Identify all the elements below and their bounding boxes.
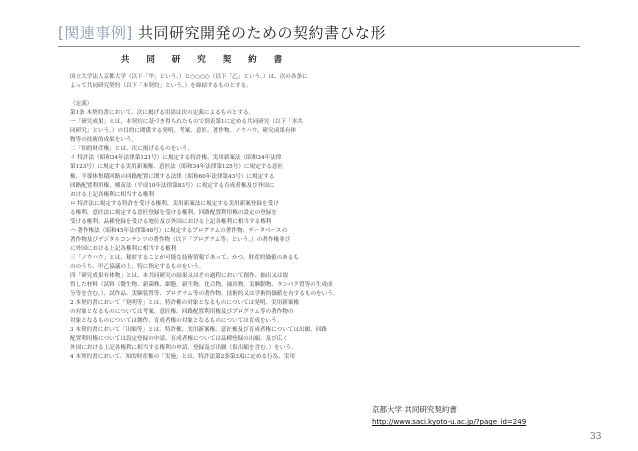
contract-line: 4 本契約書において、知的財産権の「実施」とは、特許法第2条第3項に定める行為、実用 <box>70 354 295 361</box>
contract-line: の対象となるものについては考案、意匠権、回路配置利用権及びプログラム等の著作物の <box>70 309 294 316</box>
contract-line: （定義） <box>70 101 93 108</box>
contract-line: 対象となるものについては創作、育成者権の対象となるものについては育成をいう。 <box>70 318 283 325</box>
contract-line: 二「知的財産権」とは、次に掲げるものをいう。 <box>70 146 194 153</box>
page-number: 33 <box>590 432 602 442</box>
title-text: 共同研究開発のための契約書ひな形 <box>138 24 387 42</box>
contract-line: ハ 著作権法（昭和45年法律第48号）に規定するプログラムの著作物、データベースの <box>70 227 288 234</box>
contract-body <box>70 73 340 362</box>
contract-line: イ 特許法（昭和34年法律第121号）に規定する特許権、実用新案法（昭和34年法律 <box>70 155 282 162</box>
contract-line: 一「研究成果」とは、本契約に基づき得られたもので別表第1に定める共同研究（以下「本共 <box>70 119 303 126</box>
contract-line: 配置利用権については設定登録の申請、育成者権については品種登録の出願、及び広く <box>70 336 288 343</box>
contract-line: 2 本契約書において「発明等」とは、特許権の対象となるものについては発明、実用新案権 <box>70 300 299 307</box>
contract-line: 権、半導体集積回路の回路配置に関する法律（昭和60年法律第43号）に規定する <box>70 173 275 180</box>
contract-line: 物等の技術的成果をいう。 <box>70 137 138 144</box>
contract-line: 外国における上記各権利に相当する権利の申請、登録及び出願（仮出願を含む。）をいう。 <box>70 345 297 352</box>
slide-title <box>58 22 386 43</box>
contract-line: 3 本契約書において「出願等」とは、特許権、実用新案権、意匠権及び育成者権については出願、回路 <box>70 327 327 334</box>
source-link[interactable]: http://www.saci.kyoto-u.ac.jp/?page_id=249 <box>372 418 527 426</box>
contract-line: ロ 特許法に規定する特許を受ける権利、実用新案法に規定する実用新案登録を受け <box>70 200 279 207</box>
contract-line: 同研究」という。）の目的に関係する発明、考案、意匠、著作物、ノウハウ、研究成果有体 <box>70 128 297 135</box>
contract-line: 三「ノウハウ」とは、秘匿することが可能な技術情報であって、かつ、財産的価値のあるも <box>70 254 299 261</box>
source-org: 京都大学 共同研究契約書 <box>372 405 457 414</box>
contract-line: 第1条 本契約書において、次に掲げる用語は次の定義によるものとする。 <box>70 110 255 117</box>
contract-line: おける上記各権利に相当する権利 <box>70 191 154 198</box>
title-underline <box>58 46 580 47</box>
source-citation <box>372 404 526 428</box>
contract-line: 分等を含む。）、試作品、実験装置等、プログラム等の著作物、技術的又は学術的価値を有するものをいう。 <box>70 291 339 298</box>
contract-line: よって共同研究契約（以下「本契約」という。）を締結するものとする。 <box>70 83 252 90</box>
contract-line <box>70 91 340 100</box>
contract-line: に外国における上記各権利に相当する権利 <box>70 245 177 252</box>
contract-line: 得した材料（試料（微生物、新菌株、細胞、新生物、化合物、抽出物、実験動物、タンパク質等の生成成 <box>70 282 333 289</box>
contract-line: 著作物及びデジタルコンテンツの著作物（以下「プログラム等」という。）の著作権並び <box>70 236 291 243</box>
contract-line: る権利、意匠法に規定する意匠登録を受ける権利、回路配置利用権の設定の登録を <box>70 209 277 216</box>
contract-line: ののうち、甲乙協議の上、特に指定するものをいう。 <box>70 263 205 270</box>
contract-line: 四「研究成果有体物」とは、本共同研究の結果又はその過程において創作、抽出又は取 <box>70 273 289 280</box>
contract-line: 第123号）に規定する実用新案権、意匠法（昭和34年法律第125号）に規定する意匠 <box>70 164 284 171</box>
contract-line: 回路配置利用権、種苗法（平成10年法律第83号）に規定する育成者権及び外国に <box>70 182 275 189</box>
contract-line: 受ける権利、品種登録を受ける地位及び外国における上記各権利に相当する権利 <box>70 218 272 225</box>
title-tag: [関連事例] <box>58 24 133 42</box>
contract-document-image <box>70 52 340 447</box>
contract-heading: 共 同 研 究 契 約 書 <box>120 55 290 65</box>
contract-line: 国立大学法人京都大学（以下「甲」という。）と○○○○（以下「乙」という。）は、次の各条に <box>70 74 308 81</box>
